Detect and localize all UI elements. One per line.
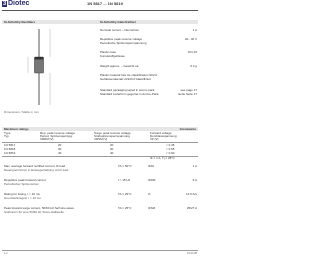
page-title: 1N 5817 ... 1N 5819 — [87, 1, 123, 6]
param-cond-ifav: TA = 50°C — [118, 164, 132, 168]
footer-date: 01.03.98 — [186, 252, 197, 255]
table-row-vf: < 0.60 — [166, 151, 175, 155]
spec-label-plastic-case: Plastic case — [100, 50, 117, 54]
param-sym-ifrm: IFRM — [148, 178, 156, 182]
table-row-vrsm: 20 — [110, 143, 114, 147]
param-sym-i2t: i²t — [148, 192, 151, 196]
max-ratings-title: Maximum ratings — [4, 127, 29, 131]
spec-value-packaging: see page 17 — [180, 88, 197, 92]
param-sub-i2t: Grenzlastintegral, t < 10 ms — [4, 196, 41, 200]
subcol-type: Typ — [4, 134, 9, 138]
subcol-vf: Durchlassspannung — [150, 134, 177, 138]
subcol-vrsm: Stoßspitzensperrspannung — [94, 134, 130, 138]
table-row-vf: < 0.45 — [166, 143, 175, 147]
unit-vrsm: VRSM [V] — [94, 137, 108, 141]
col-vf: Forward voltage — [150, 131, 172, 135]
spec-value-weight: 0.4 g — [190, 64, 197, 68]
diotec-logo-mark: 3 — [2, 1, 7, 7]
table-row-type: 1N 5819 — [4, 151, 16, 155]
param-label-i2t: Rating for fusing, t < 10 ms — [4, 192, 40, 196]
param-value-i2t: 12.5 A²s — [185, 192, 197, 196]
param-sub-ifrm: Periodischer Spitzenstrom — [4, 182, 40, 186]
subcol-vrrm: Period. Spitzensperrspg. — [40, 134, 73, 138]
param-value-ifsm: 25/27 A — [186, 206, 197, 210]
spec-label-weight: Weight approx. – Gewicht ca. — [100, 64, 140, 68]
spec-label-rep-peak-voltage-de: Periodische Spitzensperrspannung — [100, 41, 147, 45]
col-vrsm: Surge peak reverse voltage — [94, 131, 131, 135]
table-row-type: 1N 5817 — [4, 143, 16, 147]
param-cond-i2t: TA = 25°C — [118, 192, 132, 196]
col-vrrm: Rep. peak reverse voltage — [40, 131, 76, 135]
table-row-vrrm: 40 — [58, 151, 62, 155]
table-row-vrsm: 30 — [110, 147, 114, 151]
spec-label-nominal-current: Nominal current – Nennstrom — [100, 28, 140, 32]
footer-rule — [2, 250, 198, 251]
spec-label-plastic-case-de: Kunststoffgehäuse — [100, 54, 125, 58]
spec-label-ul-class-de: Gehäusematerial UL94V-0 klassifiziert — [100, 77, 151, 81]
spec-label-ul-class: Plastic material has UL classification 94V-0 — [100, 73, 158, 77]
param-value-ifrm: 6 A — [192, 178, 197, 182]
param-sym-ifav: IFAV — [148, 164, 155, 168]
section-title-right: Si-Schottky-Gleichrichter — [100, 20, 137, 24]
table-note: IF = 1 A, Tj = 25°C — [150, 156, 175, 160]
table-row-vrrm: 30 — [58, 147, 62, 151]
table-row-vrsm: 40 — [110, 151, 114, 155]
dimensions-caption: Dimensions / Maße in mm — [4, 110, 39, 114]
param-sym-ifsm: IFSM — [148, 206, 156, 210]
param-sub-ifav: Dauergrenzstrom in Einwegschaltung mit R-Last — [4, 168, 69, 172]
table-row-vrrm: 20 — [58, 143, 62, 147]
spec-value-nominal-current: 1 A — [192, 28, 197, 32]
footer-page: 1.2 — [4, 252, 8, 255]
param-label-ifsm: Peak forward surge current, 50/60 Hz half sine-wave — [4, 206, 74, 210]
unit-vf: VF [V] — [150, 137, 159, 141]
spec-value-packaging-de: siehe Seite 17 — [177, 92, 197, 96]
spec-label-packaging-de: Standard Lieferform gegurtet in Ammo-Pack — [100, 92, 159, 96]
spec-label-packaging: Standard packaging taped in ammo pack — [100, 88, 155, 92]
spec-value-plastic-case: DO-15 — [188, 50, 197, 54]
param-cond-ifsm: TA = 25°C — [118, 206, 132, 210]
max-ratings-title-de: Grenzwerte — [179, 127, 196, 131]
spec-label-rep-peak-voltage: Repetitive peak reverse voltage — [100, 37, 143, 41]
diode-outline-drawing — [24, 27, 54, 109]
diotec-logo-text: Diotec — [8, 0, 30, 7]
param-label-ifav: Max. average forward rectified current, R-load — [4, 164, 66, 168]
header-divider — [2, 10, 198, 11]
table-row-vf: < 0.55 — [166, 147, 175, 151]
param-cond-ifrm: f > 15 Hz — [118, 178, 131, 182]
table-row-type: 1N 5818 — [4, 147, 16, 151]
unit-vrrm: VRRM [V] — [40, 137, 54, 141]
col-type: Type — [4, 131, 11, 135]
param-sub-ifsm: Stoßstrom für eine 50/60 Hz Sinus-Halbwelle — [4, 210, 64, 214]
section-title-left: Si-Schottky-Rectifiers — [4, 20, 36, 24]
page-header — [0, 0, 200, 10]
param-label-ifrm: Repetitive peak forward current — [4, 178, 46, 182]
param-value-ifav: 1 A — [192, 164, 197, 168]
spec-value-rep-peak-voltage: 20...40 V — [184, 37, 197, 41]
